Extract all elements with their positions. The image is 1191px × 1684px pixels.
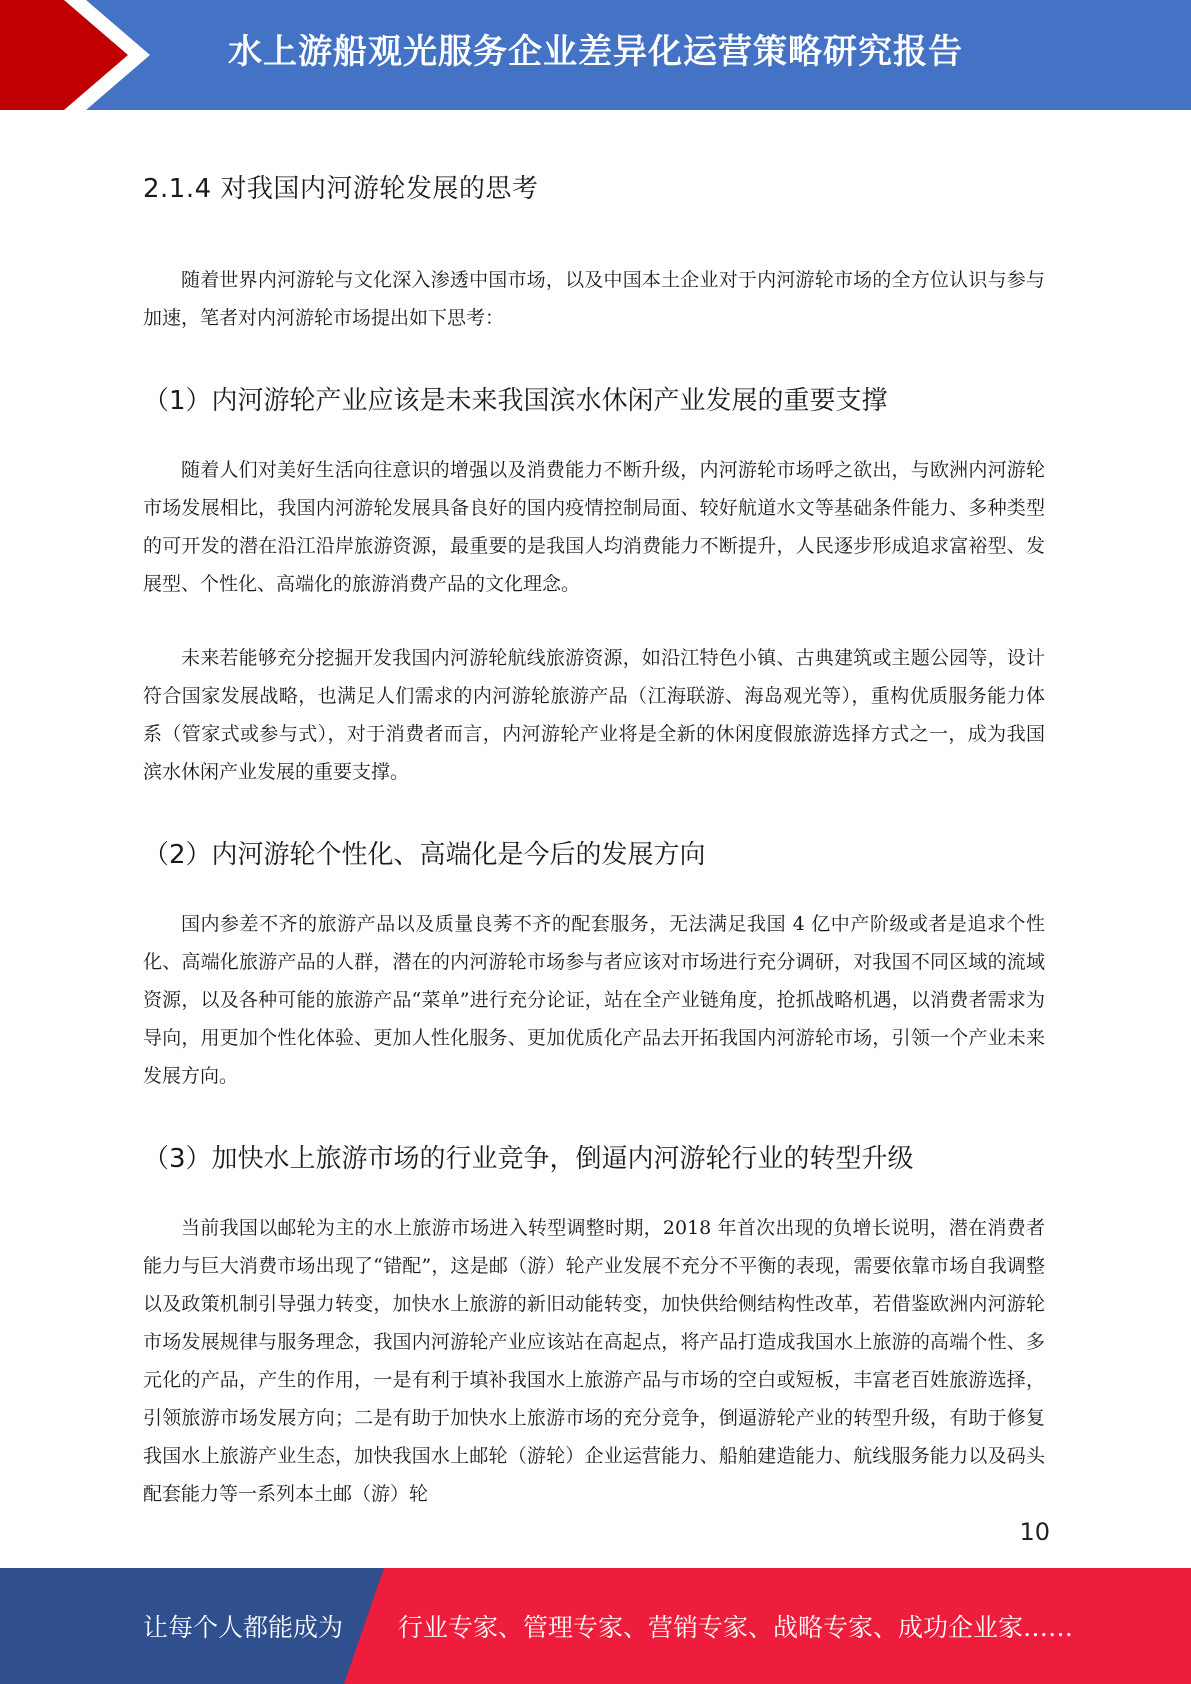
paragraph-3-1: 当前我国以邮轮为主的水上旅游市场进入转型调整时期，2018 年首次出现的负增长说明，潜在消费者能力与巨大消费市场出现了“错配”，这是邮（游）轮产业发展不充分不平衡的表现，需要依靠市场自我调整以及政策机制引导强力转变，加快水上旅游的新旧动能转变，加快供给侧结构性改革，若借鉴欧洲内河游轮市场发展规律与服务理念，我国内河游轮产业应该站在高起点，将产品打造成我国水上旅游的高端个性、多元化的产品，产生的作用，一是有利于填补我国水上旅游产品与市场的空白或短板，丰富老百姓旅游选择，引领旅游市场发展方向；二是有助于加快水上旅游市场的充分竞争，倒逼游轮产业的转型升级，有助于修复我国水上旅游产业生态，加快我国水上邮轮（游轮）企业运营能力、船舶建造能力、航线服务能力以及码头配套能力等一系列本土邮（游）轮	[143, 1217, 1045, 1505]
intro-paragraph: 随着世界内河游轮与文化深入渗透中国市场，以及中国本土企业对于内河游轮市场的全方位认识与参与加速，笔者对内河游轮市场提出如下思考：	[143, 269, 1045, 329]
section-title: 2.1.4 对我国内河游轮发展的思考	[143, 174, 539, 204]
paragraph-1-2: 未来若能够充分挖掘开发我国内河游轮航线旅游资源，如沿江特色小镇、古典建筑或主题公园等，设计符合国家发展战略，也满足人们需求的内河游轮旅游产品（江海联游、海岛观光等），重构优质服务能力体系（管家式或参与式），对于消费者而言，内河游轮产业将是全新的休闲度假旅游选择方式之一，成为我国滨水休闲产业发展的重要支撑。	[143, 647, 1045, 783]
footer-slogan-right: 行业专家、管理专家、营销专家、战略专家、成功企业家……	[398, 1613, 1074, 1642]
page-footer	[0, 1568, 1191, 1684]
subsection-heading-1: （1）内河游轮产业应该是未来我国滨水休闲产业发展的重要支撑	[143, 386, 888, 416]
document-body	[143, 160, 1045, 1513]
subsection-heading-2: （2）内河游轮个性化、高端化是今后的发展方向	[143, 840, 706, 870]
paragraph-1-1: 随着人们对美好生活向往意识的增强以及消费能力不断升级，内河游轮市场呼之欲出，与欧洲内河游轮市场发展相比，我国内河游轮发展具备良好的国内疫情控制局面、较好航道水文等基础条件能力、多种类型的可开发的潜在沿江沿岸旅游资源，最重要的是我国人均消费能力不断提升，人民逐步形成追求富裕型、发展型、个性化、高端化的旅游消费产品的文化理念。	[143, 459, 1045, 595]
page-number: 10	[1019, 1518, 1050, 1546]
page-header	[0, 0, 1191, 110]
subsection-heading-3: （3）加快水上旅游市场的行业竞争，倒逼内河游轮行业的转型升级	[143, 1144, 914, 1174]
report-title: 水上游船观光服务企业差异化运营策略研究报告	[228, 32, 963, 72]
footer-slogan-left: 让每个人都能成为	[143, 1613, 344, 1642]
paragraph-2-1: 国内参差不齐的旅游产品以及质量良莠不齐的配套服务，无法满足我国 4 亿中产阶级或者是追求个性化、高端化旅游产品的人群，潜在的内河游轮市场参与者应该对市场进行充分调研，对我国不同区域的流域资源，以及各种可能的旅游产品“菜单”进行充分论证，站在全产业链角度，抢抓战略机遇，以消费者需求为导向，用更加个性化体验、更加人性化服务、更加优质化产品去开拓我国内河游轮市场，引领一个产业未来发展方向。	[143, 913, 1045, 1087]
